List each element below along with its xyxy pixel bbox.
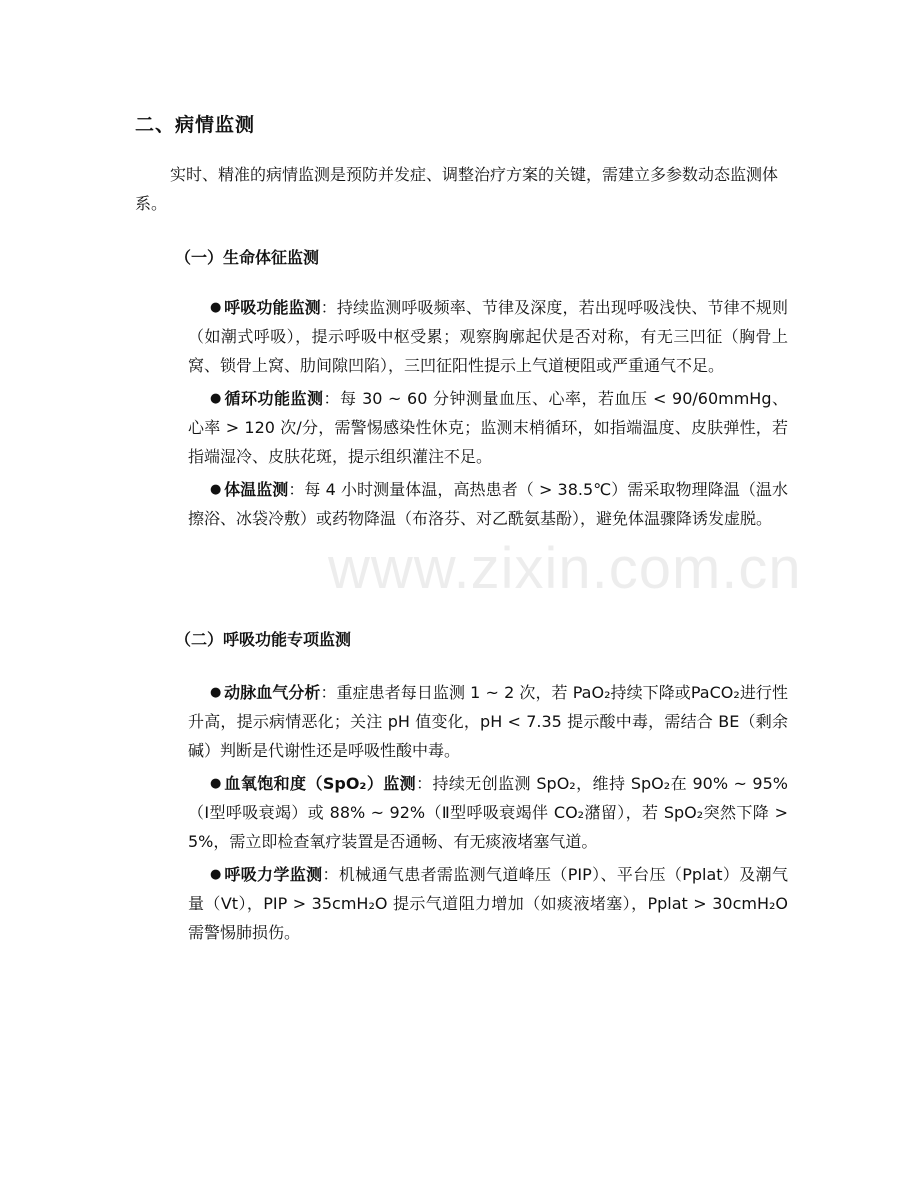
bullet-icon: ● [210,300,222,315]
item-label: 血氧饱和度（SpO₂）监测 [224,774,417,793]
list-item [188,769,788,856]
item-text: ：持续监测呼吸频率、节律及深度，若出现呼吸浅快、节律不规则（如潮式呼吸），提示呼吸中枢受累；观察胸廓起伏是否对称，有无三凹征（胸骨上窝、锁骨上窝、肋间隙凹陷），三凹征阳性提示上气道梗阻或严重通气不足。 [188,298,788,375]
item-label: 呼吸力学监测 [224,865,323,884]
list-item [188,475,788,533]
watermark: www.zixin.com.cn [328,536,802,601]
item-label: 体温监测 [224,480,289,499]
item-text: ：机械通气患者需监测气道峰压（PIP）、平台压（Pplat）及潮气量（Vt），PIP > 35cmH₂O 提示气道阻力增加（如痰液堵塞），Pplat > 30cmH₂O 需警惕肺损伤。 [188,865,788,942]
item-text: ：持续无创监测 SpO₂，维持 SpO₂在 90% ~ 95%（Ⅰ型呼吸衰竭）或 88% ~ 92%（Ⅱ型呼吸衰竭伴 CO₂潴留），若 SpO₂突然下降 > 5%，需立即检查氧疗装置是否通畅、有无痰液堵塞气道。 [188,774,788,851]
list-item [188,384,788,471]
item-text: ：每 30 ~ 60 分钟测量血压、心率，若血压 < 90/60mmHg、心率 > 120 次/分，需警惕感染性休克；监测末梢循环，如指端温度、皮肤弹性，若指端湿冷、皮肤花斑，提示组织灌注不足。 [188,389,788,466]
subsection-title-vital-signs: （一）生命体征监测 [175,248,320,267]
item-label: 呼吸功能监测 [224,298,321,317]
item-label: 动脉血气分析 [224,683,321,702]
item-text: ：重症患者每日监测 1 ~ 2 次，若 PaO₂持续下降或PaCO₂进行性升高，提示病情恶化；关注 pH 值变化，pH < 7.35 提示酸中毒，需结合 BE（剩余碱）判断是代谢性还是呼吸性酸中毒。 [188,683,788,760]
bullet-icon: ● [210,391,222,406]
vital-signs-list [188,293,788,537]
respiratory-monitoring-list [188,678,788,951]
bullet-icon: ● [210,482,222,497]
bullet-icon: ● [210,776,222,791]
item-text: ：每 4 小时测量体温，高热患者（ > 38.5℃）需采取物理降温（温水擦浴、冰袋冷敷）或药物降温（布洛芬、对乙酰氨基酚），避免体温骤降诱发虚脱。 [188,480,788,528]
section-title: 二、病情监测 [135,114,256,136]
item-label: 循环功能监测 [224,389,324,408]
list-item [188,678,788,765]
intro-paragraph: 实时、精准的病情监测是预防并发症、调整治疗方案的关键，需建立多参数动态监测体系。 [135,165,779,213]
bullet-icon: ● [210,867,222,882]
list-item [188,860,788,947]
list-item [188,293,788,380]
bullet-icon: ● [210,685,222,700]
subsection-title-respiratory: （二）呼吸功能专项监测 [175,630,352,649]
